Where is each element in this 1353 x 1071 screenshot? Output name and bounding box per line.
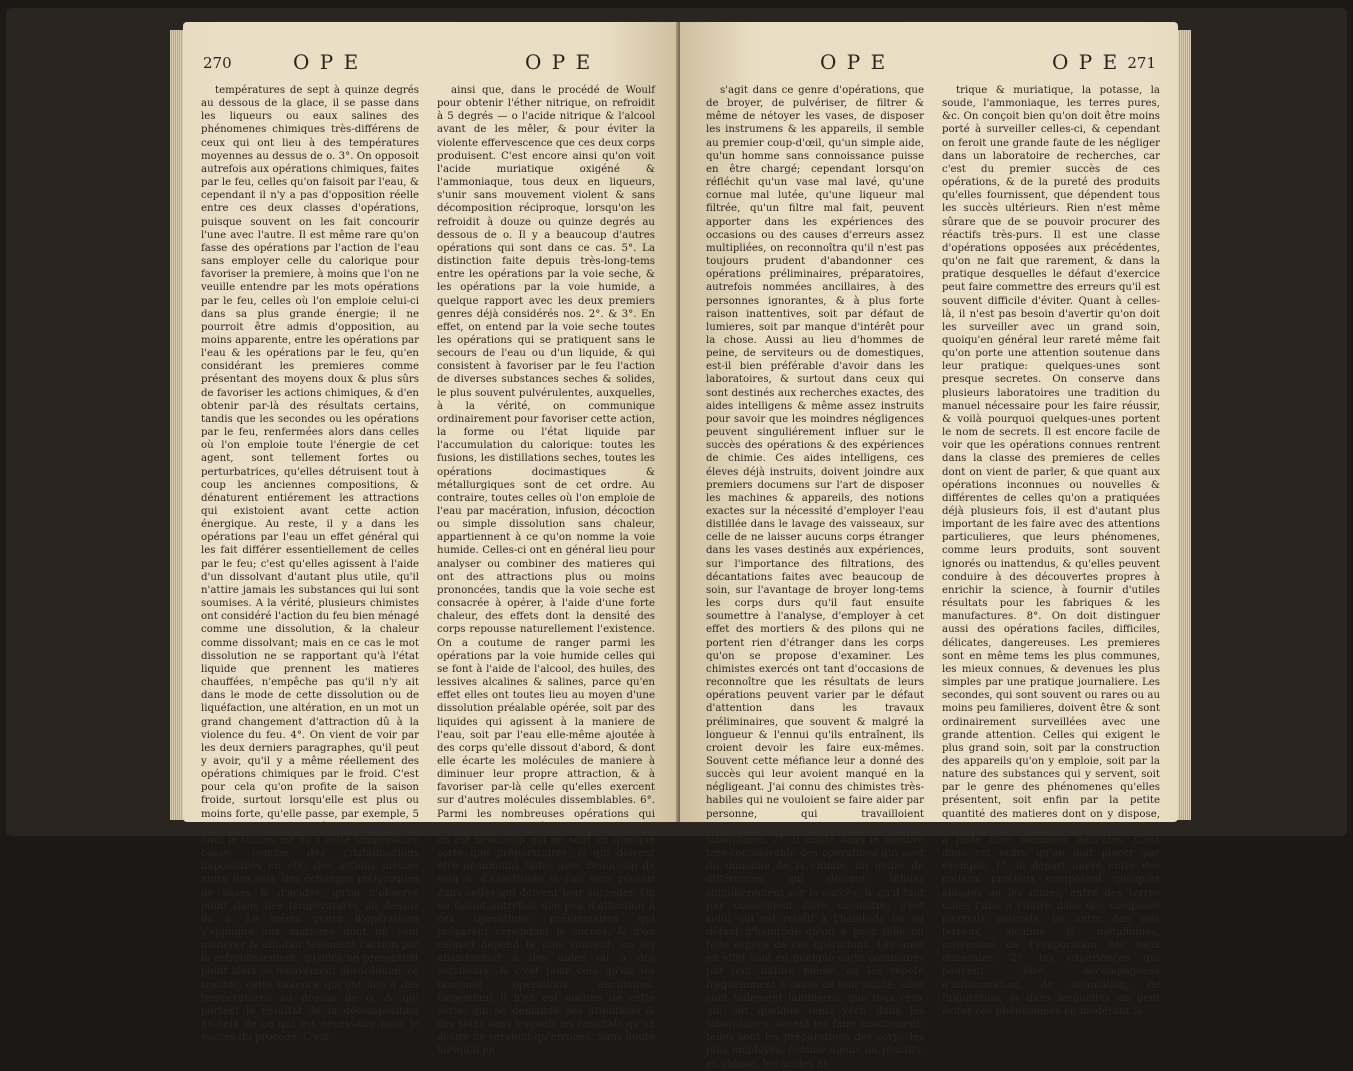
right-page-edges <box>1177 30 1191 820</box>
right-page-number: 271 <box>1127 54 1156 72</box>
right-page-columns <box>698 84 1160 1070</box>
left-page-columns <box>201 84 661 1057</box>
left-column-1-text: températures de sept à quinze degrés au dessous de la glace, il se passe dans les liqueurs ou eaux salines des phénomenes chimiques très-différens de ceux qui ont lieu à des températures moyennes au dessus de o. 3°. On opposoit autrefois aux opérations chimiques, faites par le feu, celles qu'on faisoit par l'eau, & cependant il n'y a pas d'opposition réelle entre ces deux classes d'opérations, puisque souvent on les fait concourir l'une avec l'autre. Il est même rare qu'on fasse des opérations par l'action de l'eau sans employer celle du calorique pour favoriser la premiere, à moins que l'on ne veuille entendre par les mots opérations par le feu, celles où l'on emploie celui-ci dans sa plus grande énergie; il ne pourroit être admis d'opposition, au moins apparente, entre les opérations par l'eau & les opérations par le feu, qu'en considérant les premieres comme présentant des moyens doux & plus sûrs de favoriser les actions chimiques, & d'en obtenir par-là des résultats certains, tandis que les secondes ou les opérations par le feu, renfermées alors dans celles où l'on emploie toute l'énergie de cet agent, sont tellement fortes ou perturbatrices, qu'elles détruisent tout à coup les anciennes compositions, & dénaturent entiérement les attractions qui existoient avant cette action énergique. Au reste, il y a dans les opérations par l'eau un effet général qui les fait différer essentiellement de celles par le feu; c'est qu'elles agissent à l'aide d'un dissolvant d'autant plus utile, qu'il n'attire jamais les substances qui lui sont soumises. A la vérité, plusieurs chimistes ont considéré l'action du feu bien ménagé comme une dissolution, & la chaleur comme dissolvant; mais en ce cas le mot dissolution ne se rapportant qu'à l'état liquide que prennent les matieres chauffées, n'empêche pas qu'il n'y ait dans le mode de cette dissolution ou de liquéfaction, une altération, en un mot un grand changement d'attraction dû à la violence du feu. 4°. On vient de voir par les deux derniers paragraphes, qu'il peut y avoir, qu'il y a même réellement des opérations chimiques par le froid. C'est pour cela qu'on profite de la saison froide, surtout lorsqu'elle est plus ou moins forte, qu'elle passe, par exemple, 5 — o, pour faire des opérations chimiques dont le succès est dû à cette température basse, comme des cristallisations impossibles en été, des actions mêmes entre des sels, des échanges réciproques de bases & d'acides, qu'on n'observe point dans des températures au dessus de o. Le même genre d'opérations s'applique aux matieres dont on veut modérer & affoiblir tellement l'action par le refroidissement, qu'elles ne présentent point alors ce mouvement désordonné, ce trouble, cette violence qui ont lieu à des températures au dessus de o, & qui portent le résultat de la décomposition au-delà de ce qui est nécessaire pour le succès du procédé. C'est <box>201 85 419 1044</box>
left-page <box>183 22 679 1057</box>
right-column-1-text: s'agit dans ce genre d'opérations, que de broyer, de pulvériser, de filtrer & même de nétoyer les vases, de disposer les instrumens & les appareils, il semble au premier coup-d'œil, qu'un simple aide, qu'un homme sans connoissance puisse en être chargé; cependant lorsqu'on réfléchit qu'un vase mal lavé, qu'une cornue mal lutée, qu'une liqueur mal filtrée, qu'un filtre mal fait, peuvent apporter dans les expériences des occasions ou des causes d'erreurs assez multipliées, on reconnoîtra qu'il n'est pas toujours prudent d'abandonner ces opérations préliminaires, préparatoires, autrefois nommées ancillaires, à des personnes ignorantes, & à plus forte raison inattentives, soit par défaut de lumieres, soit par manque d'intérêt pour la chose. Aussi au lieu d'hommes de peine, de serviteurs ou de domestiques, est-il bien préférable d'avoir dans les laboratoires, & surtout dans ceux qui sont destinés aux recherches exactes, des aides intelligens & même assez instruits pour savoir que les moindres négligences peuvent singuliérement influer sur le succès des opérations & des expériences de chimie. Ces aides intelligens, ces éleves déjà instruits, doivent joindre aux premiers documens sur l'art de disposer les machines & appareils, des notions exactes sur la nécessité d'employer l'eau distillée dans le lavage des vaisseaux, sur celle de ne laisser aucuns corps étranger dans les vases destinés aux expériences, sur l'importance des filtrations, des décantations faites avec beaucoup de soin, sur l'avantage de broyer long-tems les corps durs qu'il faut ensuite soumettre à l'analyse, d'employer à cet effet des mortiers & des pilons qui ne portent rien d'étranger dans les corps qu'on se propose d'examiner. Les chimistes exercés ont tant d'occasions de reconnoître que les résultats de leurs opérations peuvent varier par le défaut d'attention dans les travaux préliminaires, que souvent & malgré la longueur & l'ennui qu'ils entraînent, ils croient devoir les faire eux-mêmes. Souvent cette méfiance leur a donné des succès qui leur avoient manqué en la négligeant. J'ai connu des chimistes très-habiles qui ne vouloient se faire aider par personne, qui travailloient continuellement seuls dans leur laboratoire. 7°. Il existe dans le nombre très-considérable des opérations qui sont du domaine de la chimie, un genre de différences qui doivent influer singuliérement sur le succès, & qu'il faut par conséquent faire connoître; c'est celui qui est relatif à l'habitude ou au défaut d'habitude qu'on a pour telle ou telle espece de ces opérations. Les unes en effet sont en quelque sorte communes par leur nature même: on les répete fréquemment à cause de leur utilité; elles sont tellement familieres, que tous ceux qui ont quelque tems vécu dans les laboratoires, savent les faire exactement: telles sont les préparations des corps les plus employés, comme agens ou réactifs, en chimie, les acides ni- <box>706 85 924 1070</box>
left-running-header <box>201 50 661 76</box>
right-header-word-2: O P E <box>1052 50 1120 74</box>
right-page <box>680 22 1178 1070</box>
right-header-word-1: O P E <box>820 50 888 74</box>
left-page-edges <box>170 30 184 820</box>
left-column-2-text: ainsi que, dans le procédé de Woulf pour obtenir l'éther nitrique, on refroidit à 5 degrés — o l'acide nitrique & l'alcool avant de les mêler, & pour éviter la violente effervescence que ces deux corps produisent. C'est encore ainsi qu'on voit l'acide muriatique oxigéné & l'ammoniaque, tous deux en liqueurs, s'unir sans mouvement violent & sans décomposition réciproque, lorsqu'on les refroidit à douze ou quinze degrés au dessous de o. Il y a beaucoup d'autres opérations qui sont dans ce cas. 5°. La distinction faite depuis très-long-tems entre les opérations par la voie seche, & les opérations par la voie humide, a quelque rapport avec les deux premiers genres déjà considérés nos. 2°. & 3°. En effet, on entend par la voie seche toutes les opérations qui se pratiquent sans le secours de l'eau ou d'un liquide, & qui consistent à favoriser par le feu l'action de diverses substances seches & solides, le plus souvent pulvérulentes, auxquelles, à la vérité, on communique ordinairement pour favoriser cette action, la forme ou l'état liquide par l'accumulation du calorique: toutes les fusions, les distillations seches, toutes les opérations docimastiques & métallurgiques sont de cet ordre. Au contraire, toutes celles où l'on emploie de l'eau par macération, infusion, décoction ou simple dissolution sans chaleur, appartiennent à ce qu'on nomme la voie humide. Celles-ci ont en général lieu pour analyser ou combiner des matieres qui ont des attractions plus ou moins prononcées, tandis que la voie seche est consacrée à opérer, à l'aide d'une forte chaleur, des effets dont la densité des corps repousse naturellement l'existence. On a coutume de ranger parmi les opérations par la voie humide celles qui se font à l'aide de l'alcool, des huiles, des lessives alcalines & salines, parce qu'en effet elles ont toutes lieu au moyen d'une dissolution préalable opérée, soit par des liquides qui agissent à la maniere de l'eau, soit par l'eau elle-même ajoutée à des corps qu'elle dissout d'abord, & dont elle écarte les molécules de maniere à diminuer leur propre attraction, & à favoriser par-là celle qu'elles exercent sur d'autres molécules dissemblables. 6°. Parmi les nombreuses opérations qui constituent les expériences chimiques, il en est beaucoup qui ne sont en quelque sorte que préparatoires, & qui doivent être néanmoins faites avec beaucoup de soin & d'exactitude si l'on veut réussir dans celles qui doivent leur succéder. On ne faisoit autrefois que peu d'attention à ces opérations préliminaires qui préparent cependant le succès, & d'où celui-ci dépend le plus souvent: on les abandonnoit à des aides ou à des serviteurs, & c'est pour cela qu'on les nommoit opérations ancillaires. Cependant il n'en est aucune de cette sorte, qui ne demande des attentions & des soins sans lesquels les résultats qu'on desire ne seroient qu'erronés. Sans doute lorsqu'il ne <box>437 85 655 1057</box>
right-column-1 <box>706 84 924 1070</box>
left-header-word-1: O P E <box>293 50 361 74</box>
left-column-2 <box>437 84 655 1057</box>
right-running-header <box>698 50 1160 76</box>
right-column-2-text: trique & muriatique, la potasse, la soude, l'ammoniaque, les terres pures, &c. On conçoit bien qu'on doit être moins porté à surveiller celles-ci, & cependant on feroit une grande faute de les négliger dans un laboratoire de recherches, car c'est du premier succès de ces opérations, & de la pureté des produits qu'elles fournissent, que dépendent tous les succès ultérieurs. Rien n'est même sûrare que de se pouvoir procurer des réactifs très-purs. Il est une classe d'opérations opposées aux précédentes, qu'on ne fait que rarement, & dans la pratique desquelles le défaut d'exercice peut faire commettre des erreurs qu'il est souvent difficile d'éviter. Quant à celles-là, il n'est pas besoin d'avertir qu'on doit les surveiller avec un grand soin, quoiqu'en général leur rareté même fait qu'on porte une attention soutenue dans leur pratique: quelques-unes sont presque secretes. On conserve dans plusieurs laboratoires une tradition du manuel nécessaire pour les faire réussir, & voilà pourquoi quelques-unes portent le nom de secrets. Il est encore facile de voir que les opérations connues rentrent dans la classe des premieres de celles dont on vient de parler, & que quant aux opérations inconnues ou nouvelles & différentes de celles qu'on a pratiquées déjà plusieurs fois, il est d'autant plus important de les faire avec des attentions particulieres, que leurs phénomenes, comme leurs produits, sont souvent ignorés ou inattendus, & qu'elles peuvent conduire à des découvertes propres à enrichir la science, à fournir d'utiles résultats pour les fabriques & les manufactures. 8°. On doit distinguer aussi des opérations faciles, difficiles, délicates, dangereuses. Les premieres sont en même tems les plus communes, les mieux connues, & devenues les plus simples par une pratique journaliere. Les secondes, qui sont souvent ou rares ou au moins peu familieres, doivent être & sont ordinairement surveillées avec une grande attention. Celles qui exigent le plus grand soin, soit par la construction des appareils qu'on y emploie, soit par la nature des substances qui y servent, soit par le genre des phénomenes qu'elles présentent, soit enfin par la petite quantité des matieres dont on y dispose, & des produits qu'on doit en obtenir, sont à juste titre nommées délicates. C'est dans cet ordre qu'on doit placer par exemple, 1°. le départ opéré entre des métaux précieux composant quelques alliages ou les mines, entre des terres unies l'une à l'autre dans des composés pierreux naturels, ou entre des sels terreux, alcalins & métalliques, provenans de l'évaporation des eaux minérales; 2°. les expériences qui peuvent être accompagnées d'inflammation, de détonation, de fulguration, & dans lesquelles on peut éviter ces phénomenes en modérant la <box>942 85 1160 1017</box>
right-column-2 <box>942 84 1160 1017</box>
left-header-word-2: O P E <box>525 50 593 74</box>
left-page-number: 270 <box>203 54 232 72</box>
left-column-1 <box>201 84 419 1044</box>
